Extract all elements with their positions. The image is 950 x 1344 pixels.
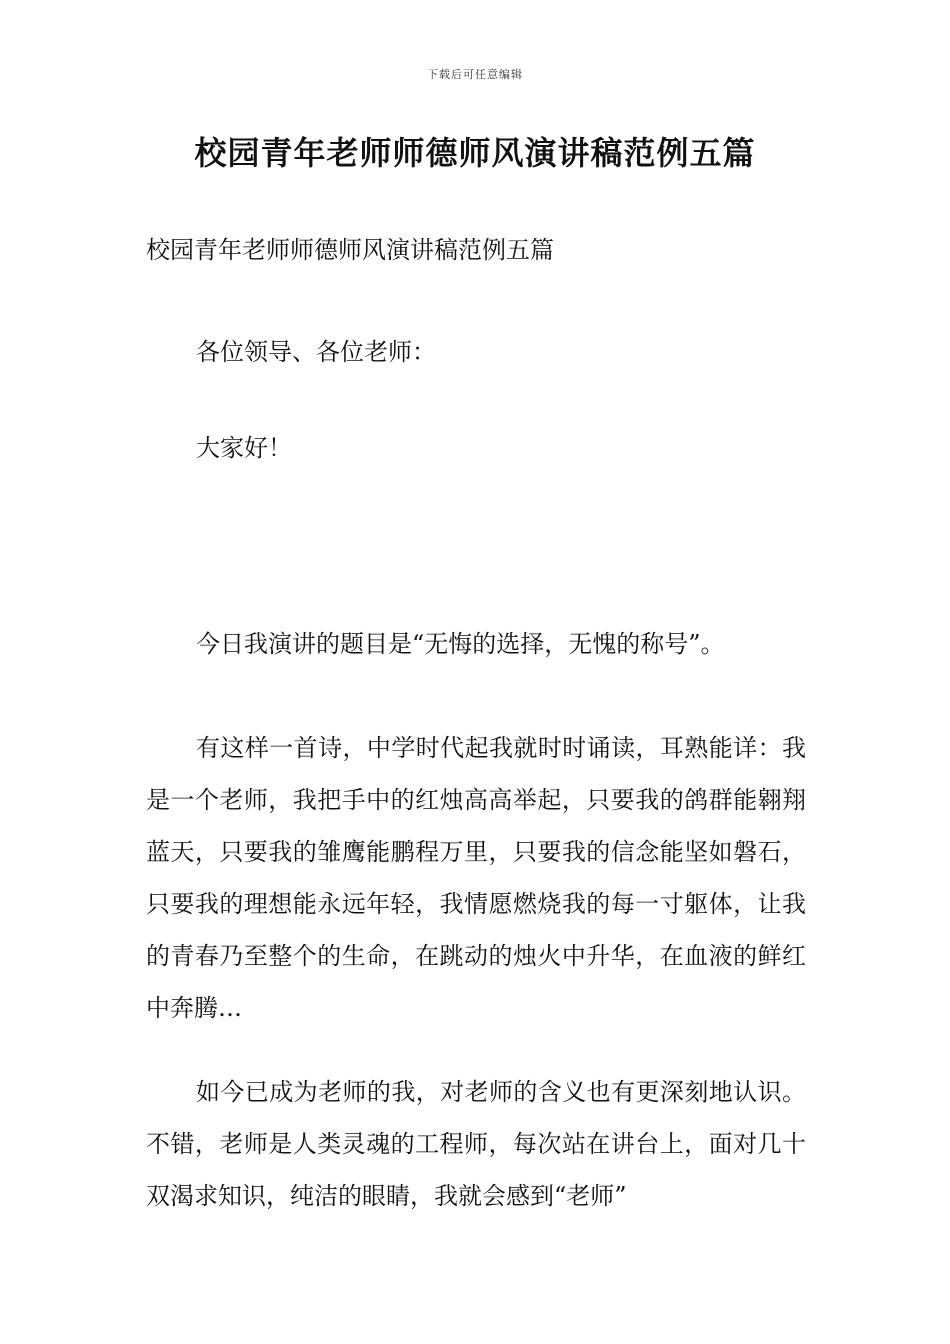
greeting-audience: 各位领导、各位老师： — [196, 338, 436, 366]
document-subtitle: 校园青年老师师德师风演讲稿范例五篇 — [146, 236, 554, 264]
greeting-hello: 大家好！ — [196, 434, 292, 462]
header-note: 下载后可任意编辑 — [427, 68, 523, 81]
paragraph-reflection: 如今已成为老师的我，对老师的含义也有更深刻地认识。不错，老师是人类灵魂的工程师，每次站在讲台上，面对几十双渴求知识，纯洁的眼睛，我就会感到“老师” — [146, 1078, 806, 1210]
document-title: 校园青年老师师德师风演讲稿范例五篇 — [194, 134, 756, 172]
paragraph-topic: 今日我演讲的题目是“无悔的选择，无愧的称号”。 — [196, 630, 725, 658]
paragraph-poem: 有这样一首诗，中学时代起我就时时诵读，耳熟能详：我是一个老师，我把手中的红烛高高举起，只要我的鸽群能翱翔蓝天，只要我的雏鹰能鹏程万里，只要我的信念能坚如磐石，只要我的理想能永远年轻，我情愿燃烧我的每一寸躯体，让我的青春乃至整个的生命，在跳动的烛火中升华，在血液的鲜红中奔腾… — [146, 734, 806, 1022]
